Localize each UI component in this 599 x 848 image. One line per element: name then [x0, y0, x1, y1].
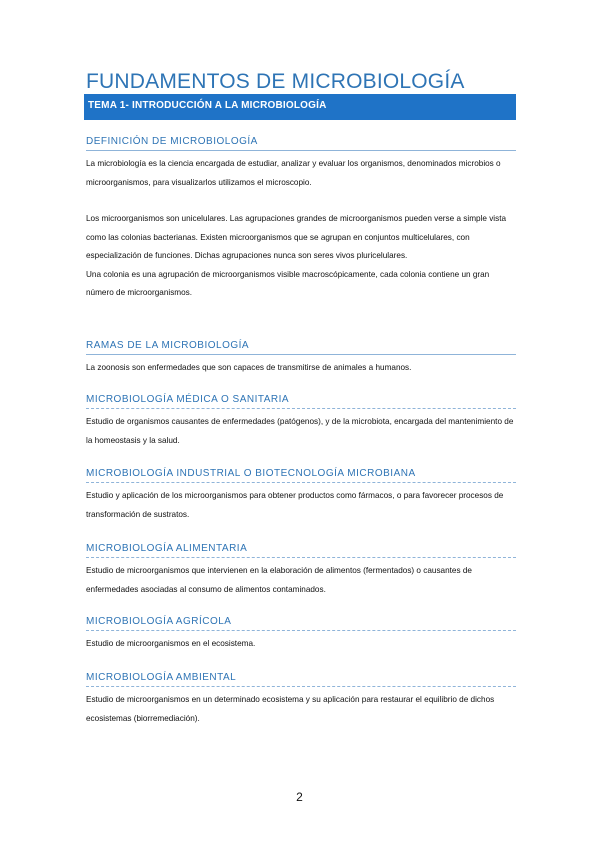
- section-heading: MICROBIOLOGÍA AMBIENTAL: [86, 670, 516, 687]
- section-heading: MICROBIOLOGÍA AGRÍCOLA: [86, 614, 516, 631]
- page-number: 2: [296, 790, 303, 804]
- section-heading: MICROBIOLOGÍA MÉDICA O SANITARIA: [86, 392, 516, 409]
- section-medica: [86, 392, 516, 450]
- document-title: FUNDAMENTOS DE MICROBIOLOGÍA: [86, 70, 465, 93]
- paragraph: Estudio de microorganismos en un determinado ecosistema y su aplicación para restaurar el equilibrio de dichos ecosistemas (biorremediación).: [86, 695, 495, 723]
- paragraph: Estudio de microorganismos en el ecosistema.: [86, 639, 256, 648]
- section-ambiental: [86, 670, 516, 728]
- section-heading: MICROBIOLOGÍA ALIMENTARIA: [86, 541, 516, 558]
- section-ramas: [86, 338, 516, 378]
- paragraph: La microbiología es la ciencia encargada de estudiar, analizar y evaluar los organismos, denominados microbios o microorganismos, para visualizarlos utilizamos el microscopio.: [86, 159, 501, 187]
- section-industrial: [86, 466, 516, 524]
- section-alimentaria: [86, 541, 516, 599]
- paragraph: Los microorganismos son unicelulares. Las agrupaciones grandes de microorganismos pueden verse a simple vista como las colonias bacterianas. Existen microorganismos que se agrupan en conjuntos multicelulares, con especialización de funciones. Dichas agrupaciones nunca son seres vivos pluricelulares.: [86, 214, 507, 260]
- paragraph: Estudio de organismos causantes de enfermedades (patógenos), y de la microbiota, encargada del mantenimiento de la homeostasis y la salud.: [86, 417, 514, 445]
- section-heading: MICROBIOLOGÍA INDUSTRIAL O BIOTECNOLOGÍA MICROBIANA: [86, 466, 516, 483]
- paragraph: Estudio y aplicación de los microorganismos para obtener productos como fármacos, o para favorecer procesos de transformación de sustratos.: [86, 491, 504, 519]
- topic-banner: TEMA 1- INTRODUCCIÓN A LA MICROBIOLOGÍA: [84, 94, 516, 120]
- paragraph: La zoonosis son enfermedades que son capaces de transmitirse de animales a humanos.: [86, 363, 412, 372]
- section-heading: RAMAS DE LA MICROBIOLOGÍA: [86, 338, 516, 355]
- section-agricola: [86, 614, 516, 654]
- section-definicion: [86, 134, 516, 303]
- paragraph: Una colonia es una agrupación de microorganismos visible macroscópicamente, cada colonia contiene un gran número de microorganismos.: [86, 269, 490, 297]
- section-heading: DEFINICIÓN DE MICROBIOLOGÍA: [86, 134, 516, 151]
- paragraph: Estudio de microorganismos que intervienen en la elaboración de alimentos (fermentados) o causantes de enfermedades asociadas al consumo de alimentos contaminados.: [86, 566, 472, 594]
